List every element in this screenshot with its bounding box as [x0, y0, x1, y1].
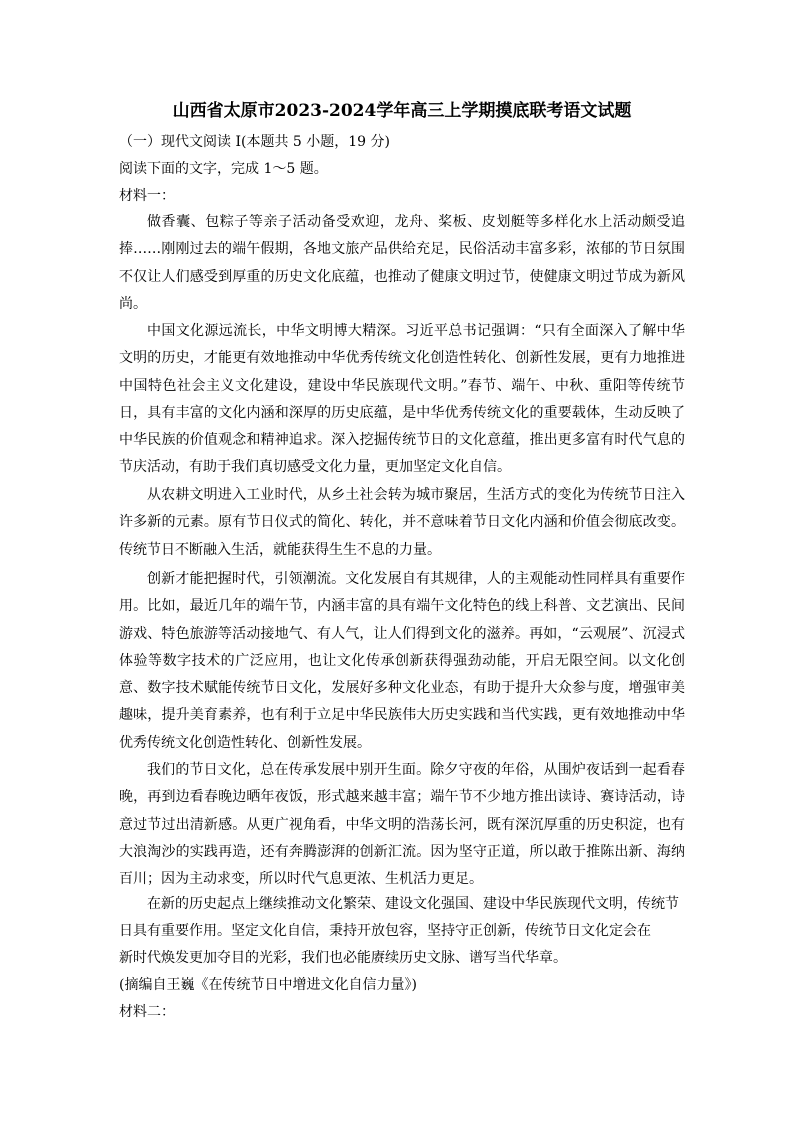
paragraph-3: 从农耕文明进入工业时代，从乡土社会转为城市聚居，生活方式的变化为传统节日注入许多新的元素。原有节日仪式的简化、转化，并不意味着节日文化内涵和价值会彻底改变。传统节日不断融入生活，就能获得生生不息的力量。 [119, 487, 685, 558]
source-note: (摘编自王巍《在传统节日中增进文化自信力量》) [119, 977, 417, 993]
paragraph-1: 做香囊、包粽子等亲子活动备受欢迎，龙舟、桨板、皮划艇等多样化水上活动颇受追捧……刚刚过去的端午假期，各地文旅产品供给充足，民俗活动丰富多彩，浓郁的节日氛围不仅让人们感受到厚重的历史文化底蕴，也推动了健康文明过节，使健康文明过节成为新风尚。 [119, 214, 685, 312]
paragraph-5: 我们的节日文化，总在传承发展中别开生面。除夕守夜的年俗，从围炉夜话到一起看春晚，再到边看春晚边晒年夜饭，形式越来越丰富；端午节不少地方推出读诗、赛诗活动，诗意过节过出清新感。从更广视角看，中华文明的浩荡长河，既有深沉厚重的历史积淀，也有大浪淘沙的实践再造，还有奔腾澎湃的创新汇流。因为坚守正道，所以敢于推陈出新、海纳百川；因为主动求变，所以时代气息更浓、生机活力更足。 [119, 762, 685, 888]
paragraph-6-line-2: 日具有重要作用。坚定文化自信，秉持开放包容，坚持守正创新，传统节日文化定会在 [119, 923, 651, 939]
paragraph-6-line-3: 新时代焕发更加夺目的光彩，我们也必能赓续历史文脉、谱写当代华章。 [119, 950, 567, 966]
document-title: 山西省太原市2023-2024学年高三上学期摸底联考语文试题 [172, 101, 632, 121]
material-two-label: 材料二： [119, 1004, 175, 1020]
paragraph-6-line-1: 在新的历史起点上继续推动文化繁荣、建设文化强国、建设中华民族现代文明，传统节 [147, 896, 679, 912]
material-one-label: 材料一： [119, 188, 175, 204]
paragraph-4: 创新才能把握时代，引领潮流。文化发展自有其规律，人的主观能动性同样具有重要作用。比如，最近几年的端午节，内涵丰富的具有端午文化特色的线上科普、文艺演出、民间游戏、特色旅游等活动接地气、有人气，让人们得到文化的滋养。再如，“云观展”、沉浸式体验等数字技术的广泛应用，也让文化传承创新获得强劲动能，开启无限空间。以文化创意、数字技术赋能传统节日文化，发展好多种文化业态，有助于提升大众参与度，增强审美趣味，提升美育素养，也有利于立足中华民族伟大历史实践和当代实践，更有效地推动中华优秀传统文化创造性转化、创新性发展。 [119, 571, 685, 751]
paragraph-2: 中国文化源远流长，中华文明博大精深。习近平总书记强调：“只有全面深入了解中华文明的历史，才能更有效地推动中华优秀传统文化创造性转化、创新性发展，更有力地推进中国特色社会主义文化建设，建设中华民族现代文明。”春节、端午、中秋、重阳等传统节日，具有丰富的文化内涵和深厚的历史底蕴，是中华优秀传统文化的重要载体，生动反映了中华民族的价值观念和精神追求。深入挖掘传统节日的文化意蕴，推出更多富有时代气息的节庆活动，有助于我们真切感受文化力量，更加坚定文化自信。 [119, 323, 685, 476]
section-heading: （一）现代文阅读 I(本题共 5 小题，19 分) [119, 134, 390, 150]
instruction-text: 阅读下面的文字，完成 1～5 题。 [119, 161, 328, 177]
